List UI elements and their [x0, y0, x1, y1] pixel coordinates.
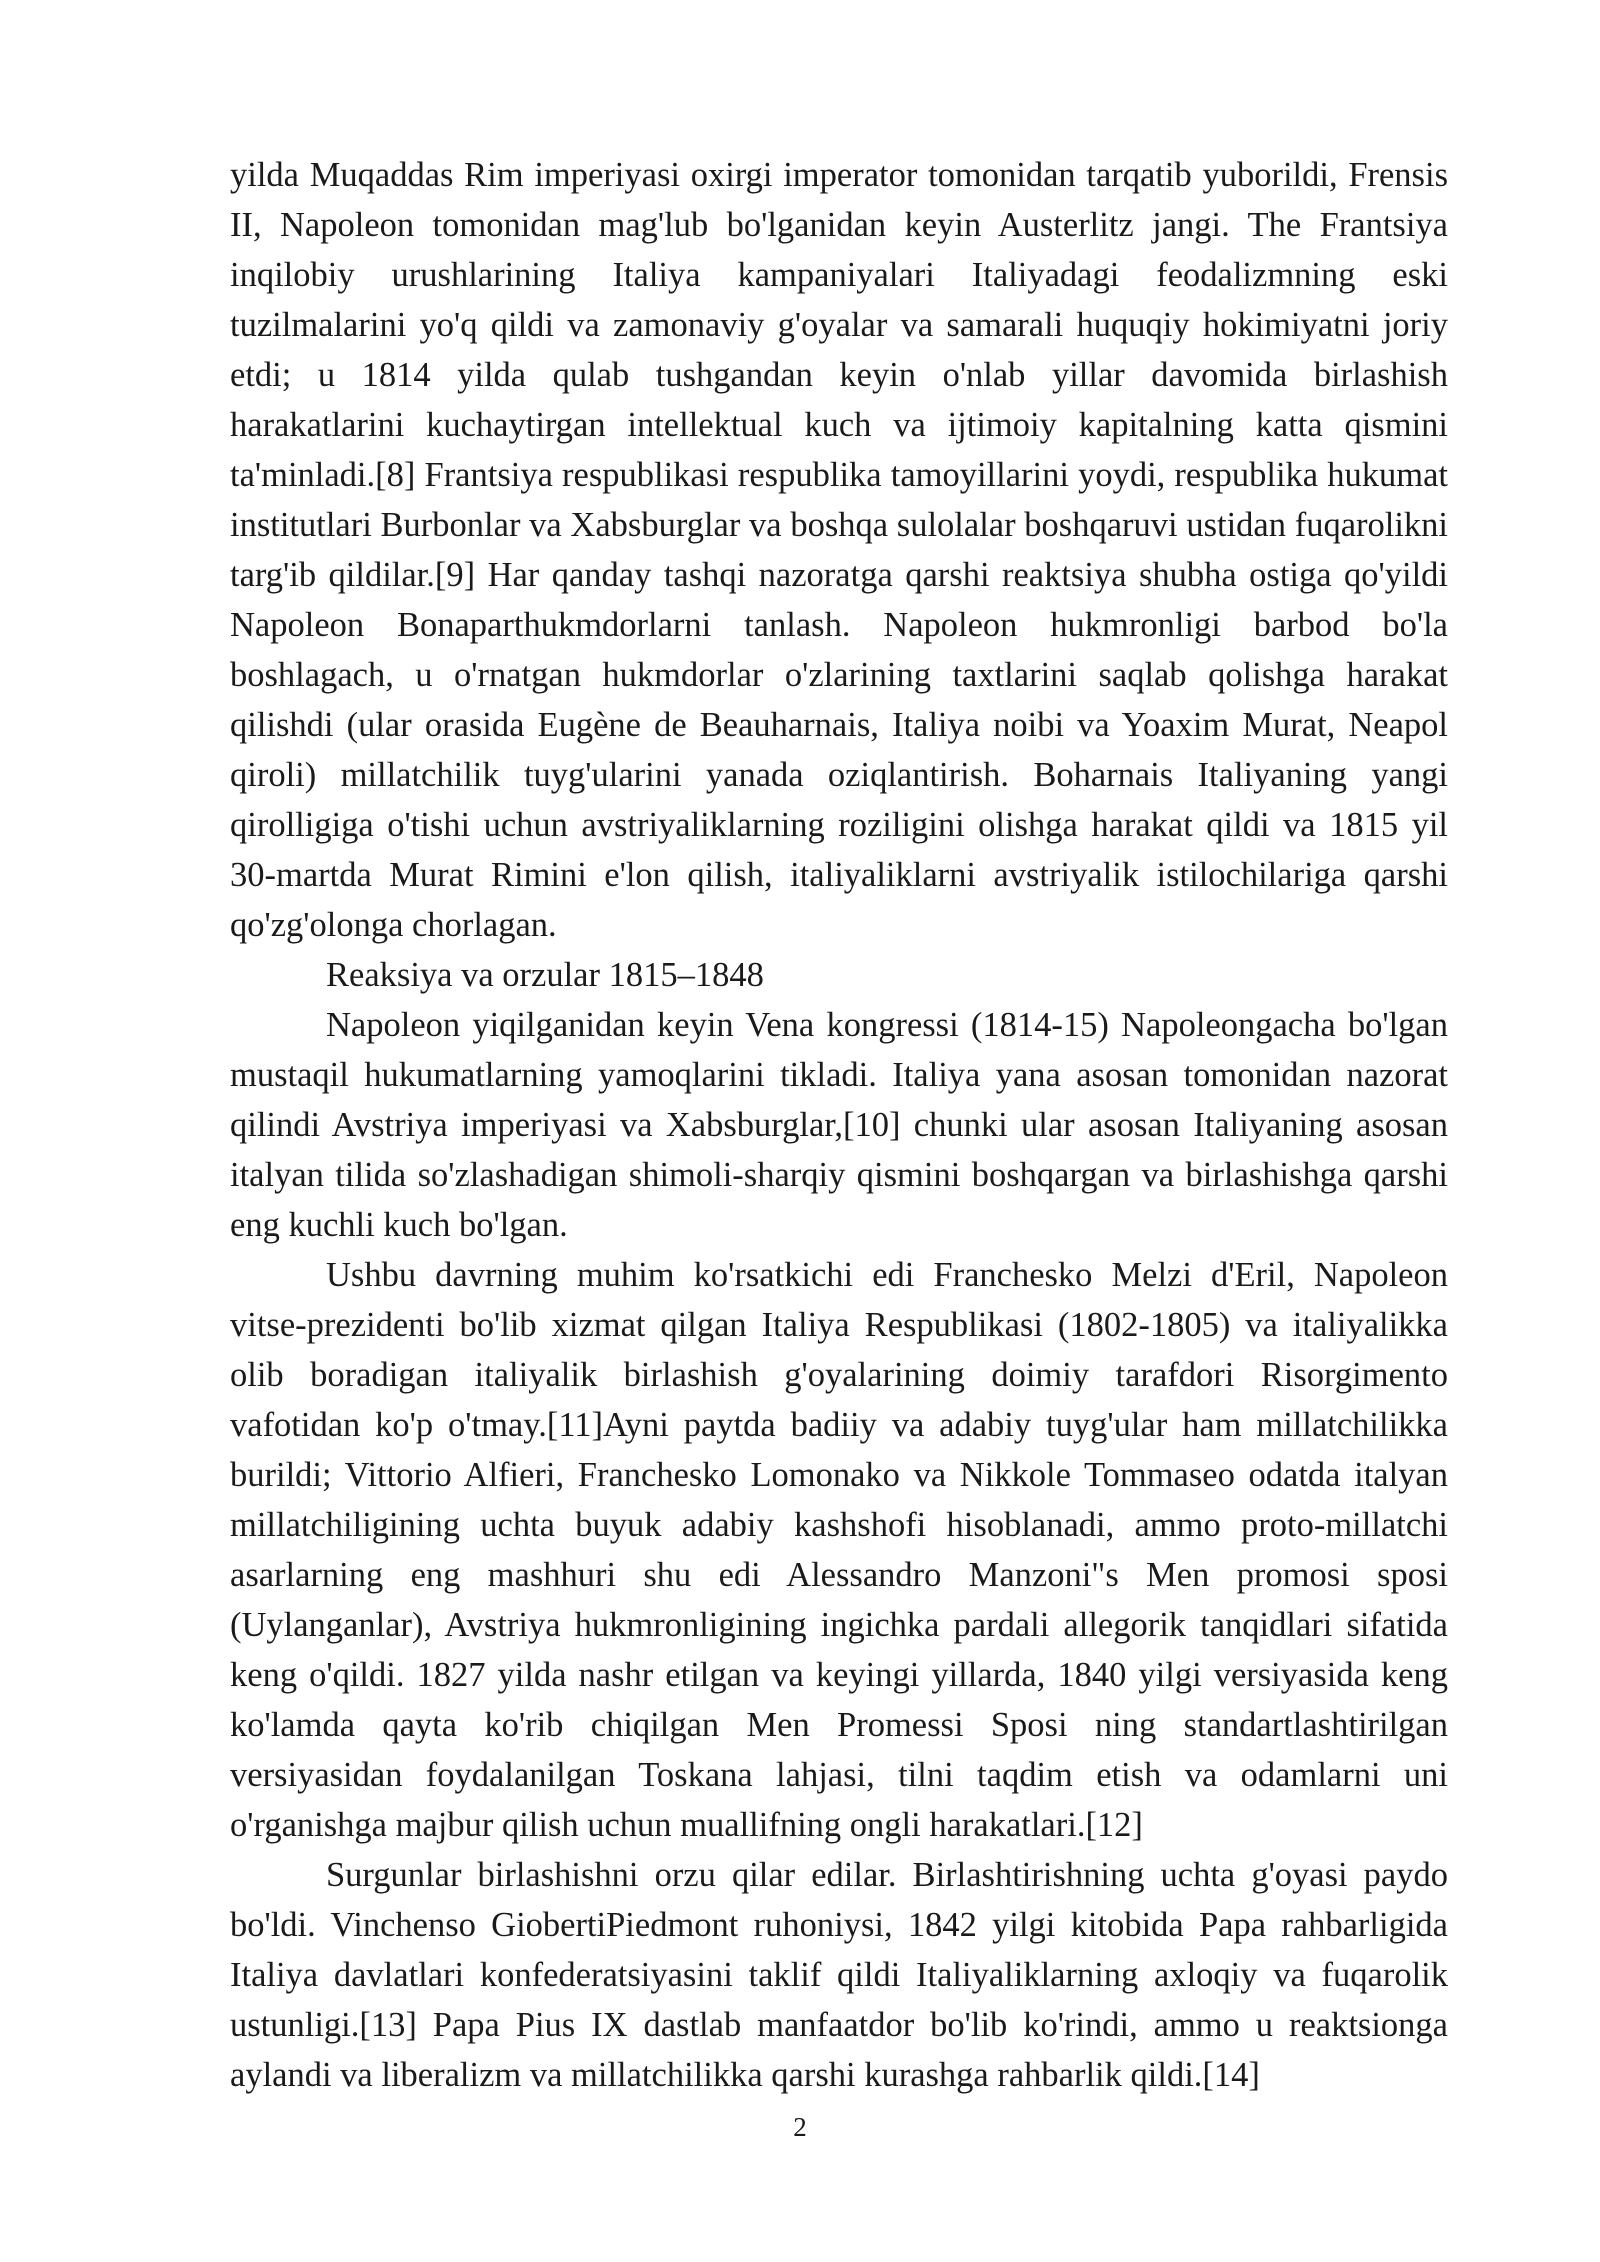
body-paragraph: Ushbu davrning muhim ko'rsatkichi edi Franchesko Melzi d'Eril, Napoleon vitse-prezidenti bo'lib xizmat qilgan Italiya Respublikasi (1802-1805) va italiyalikka olib boradigan italiyalik birlashish g'oyalarining doimiy tarafdori Risorgimento vafotidan ko'p o'tmay.[11]Ayni paytda badiiy va adabiy tuyg'ular ham millatchilikka burildi; Vittorio Alfieri, Franchesko Lomonako va Nikkole Tommaseo odatda italyan millatchiligining uchta buyuk adabiy kashshofi hisoblanadi, ammo proto-millatchi asarlarning eng mashhuri shu edi Alessandro Manzoni"s Men promosi sposi (Uylanganlar), Avstriya hukmronligining ingichka pardali allegorik tanqidlari sifatida keng o'qildi. 1827 yilda nashr etilgan va keyingi yillarda, 1840 yilgi versiyasida keng ko'lamda qayta ko'rib chiqilgan Men Promessi Sposi ning standartlashtirilgan versiyasidan foydalanilgan Toskana lahjasi, tilni taqdim etish va odamlarni uni o'rganishga majbur qilish uchun muallifning ongli harakatlari.[12] — [230, 1256, 1448, 1844]
body-paragraph: Surgunlar birlashishni orzu qilar edilar. Birlashtirishning uchta g'oyasi paydo bo'ldi. Vinchenso GiobertiPiedmont ruhoniysi, 1842 yilgi kitobida Papa rahbarligida Italiya davlatlari konfederatsiyasini taklif qildi Italiyaliklarning axloqiy va fuqarolik ustunligi.[13] Papa Pius IX dastlab manfaatdor bo'lib ko'rindi, ammo u reaktsionga aylandi va liberalizm va millatchilikka qarshi kurashga rahbarlik qildi.[14] — [230, 1856, 1448, 2094]
body-paragraph: yilda Muqaddas Rim imperiyasi oxirgi imperator tomonidan tarqatib yuborildi, Frensis II, Napoleon tomonidan mag'lub bo'lganidan keyin Austerlitz jangi. The Frantsiya inqilobiy urushlarining Italiya kampaniyalari Italiyadagi feodalizmning eski tuzilmalarini yo'q qildi va zamonaviy g'oyalar va samarali huquqiy hokimiyatni joriy etdi; u 1814 yilda qulab tushgandan keyin o'nlab yillar davomida birlashish harakatlarini kuchaytirgan intellektual kuch va ijtimoiy kapitalning katta qismini ta'minladi.[8] Frantsiya respublikasi respublika tamoyillarini yoydi, respublika hukumat institutlari Burbonlar va Xabsburglar va boshqa sulolalar boshqaruvi ustidan fuqarolikni targ'ib qildilar.[9] Har qanday tashqi nazoratga qarshi reaktsiya shubha ostiga qo'yildi Napoleon Bonaparthukmdorlarni tanlash. Napoleon hukmronligi barbod bo'la boshlagach, u o'rnatgan hukmdorlar o'zlarining taxtlarini saqlab qolishga harakat qilishdi (ular orasida Eugène de Beauharnais, Italiya noibi va Yoaxim Murat, Neapol qiroli) millatchilik tuyg'ularini yanada oziqlantirish. Boharnais Italiyaning yangi qirolligiga o'tishi uchun avstriyaliklarning roziligini olishga harakat qildi va 1815 yil 30-martda Murat Rimini e'lon qilish, italiyaliklarni avstriyalik istilochilariga qarshi qo'zg'olonga chorlagan. — [230, 156, 1448, 944]
document-page — [230, 150, 1448, 2100]
body-paragraph: Napoleon yiqilganidan keyin Vena kongressi (1814-15) Napoleongacha bo'lgan mustaqil hukumatlarning yamoqlarini tikladi. Italiya yana asosan tomonidan nazorat qilindi Avstriya imperiyasi va Xabsburglar,[10] chunki ular asosan Italiyaning asosan italyan tilida so'zlashadigan shimoli-sharqiy qismini boshqargan va birlashishga qarshi eng kuchli kuch bo'lgan. — [230, 1006, 1448, 1244]
page-number: 2 — [793, 2112, 807, 2142]
section-heading: Reaksiya va orzular 1815–1848 — [326, 956, 764, 994]
